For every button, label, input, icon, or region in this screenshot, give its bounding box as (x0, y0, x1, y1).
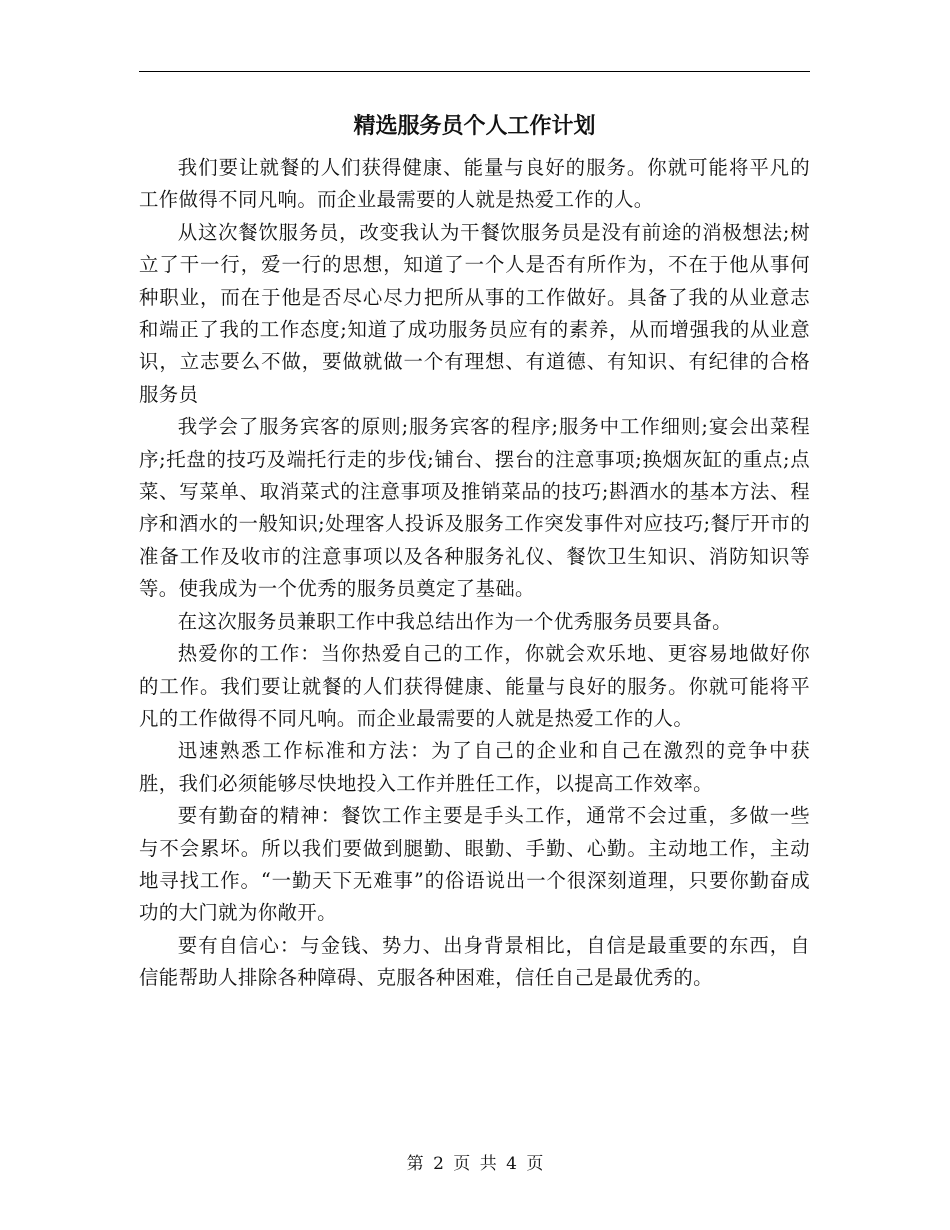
paragraph: 我们要让就餐的人们获得健康、能量与良好的服务。你就可能将平凡的工作做得不同凡响。而企业最需要的人就是热爱工作的人。 (139, 156, 810, 212)
document-body (139, 152, 810, 995)
paragraph: 要有勤奋的精神：餐饮工作主要是手头工作，通常不会过重，多做一些与不会累坏。所以我们要做到腿勤、眼勤、手勤、心勤。主动地工作，主动地寻找工作。“一勤天下无难事”的俗语说出一个很深刻道理，只要你勤奋成功的大门就为你敞开。 (139, 804, 810, 925)
paragraph: 要有自信心：与金钱、势力、出身背景相比，自信是最重要的东西，自信能帮助人排除各种障碍、克服各种困难，信任自己是最优秀的。 (139, 933, 810, 990)
paragraph: 迅速熟悉工作标准和方法：为了自己的企业和自己在激烈的竞争中获胜，我们必须能够尽快地投入工作并胜任工作，以提高工作效率。 (139, 739, 810, 795)
paragraph: 从这次餐饮服务员，改变我认为干餐饮服务员是没有前途的消极想法;树立了干一行，爱一行的思想，知道了一个人是否有所作为，不在于他从事何种职业，而在于他是否尽心尽力把所从事的工作做好。具备了我的从业意志和端正了我的工作态度;知道了成功服务员应有的素养，从而增强我的从业意识，立志要么不做，要做就做一个有理想、有道德、有知识、有纪律的合格服务员 (139, 220, 810, 406)
page-number-footer: 第 2 页 共 4 页 (406, 1154, 544, 1174)
paragraph: 在这次服务员兼职工作中我总结出作为一个优秀服务员要具备。 (177, 609, 732, 633)
header-rule (139, 71, 810, 72)
paragraph: 我学会了服务宾客的原则;服务宾客的程序;服务中工作细则;宴会出菜程序;托盘的技巧及端托行走的步伐;铺台、摆台的注意事项;换烟灰缸的重点;点菜、写菜单、取消菜式的注意事项及推销菜品的技巧;斟酒水的基本方法、程序和酒水的一般知识;处理客人投诉及服务工作突发事件对应技巧;餐厅开市的准备工作及收市的注意事项以及各种服务礼仪、餐饮卫生知识、消防知识等等。使我成为一个优秀的服务员奠定了基础。 (139, 415, 810, 601)
document-title: 精选服务员个人工作计划 (353, 113, 596, 139)
paragraph: 热爱你的工作：当你热爱自己的工作，你就会欢乐地、更容易地做好你的工作。我们要让就餐的人们获得健康、能量与良好的服务。你就可能将平凡的工作做得不同凡响。而企业最需要的人就是热爱工作的人。 (139, 642, 810, 730)
